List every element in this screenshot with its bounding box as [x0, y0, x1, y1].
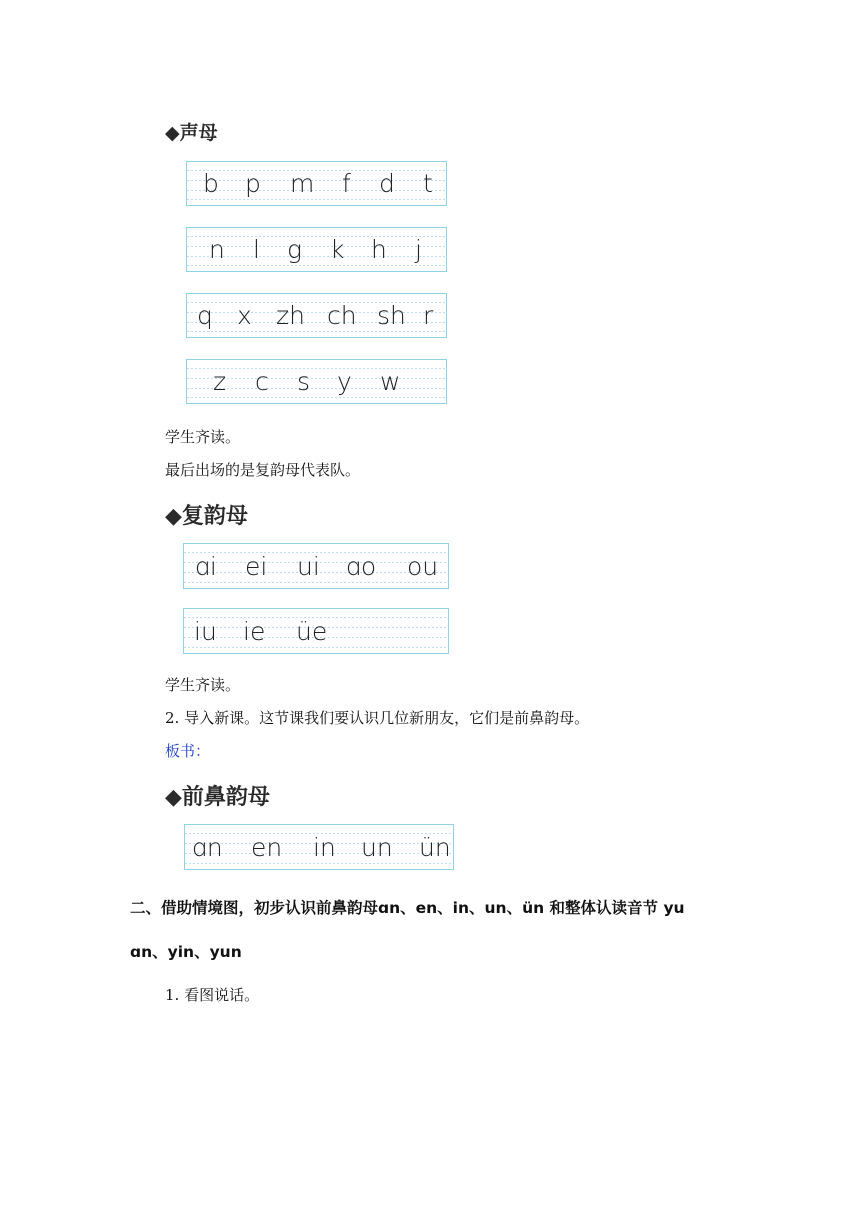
shengmu-row-3	[186, 293, 447, 338]
letter: l	[253, 235, 260, 264]
board-label: 板书：	[165, 742, 211, 760]
letter: ɑn	[191, 832, 223, 862]
letter: ün	[419, 832, 451, 862]
letter: x	[237, 301, 252, 330]
letter: b	[203, 169, 219, 198]
letter: ɑo	[345, 551, 377, 581]
shengmu-row-2	[186, 227, 447, 272]
letter: sh	[377, 301, 406, 330]
letter: s	[297, 367, 311, 396]
fuyunmu-heading: ◆复韵母	[165, 504, 248, 529]
letter: in	[313, 832, 336, 862]
letter: m	[290, 169, 315, 198]
shengmu-row-1	[186, 161, 447, 206]
letter: y	[337, 367, 352, 396]
letter: k	[330, 235, 345, 264]
letter: üe	[296, 616, 328, 646]
section-heading-line2: ɑn、yin、yun	[130, 943, 242, 961]
letter: ei	[245, 551, 268, 581]
letter: z	[213, 367, 227, 396]
letter: t	[423, 169, 433, 198]
letter: w	[380, 367, 401, 396]
letter: d	[379, 169, 395, 198]
paragraph: 最后出场的是复韵母代表队。	[165, 461, 361, 479]
fuyunmu-row-2	[183, 608, 449, 654]
letter: g	[287, 235, 303, 264]
letter: zh	[276, 301, 305, 330]
letter: f	[342, 169, 351, 198]
shengmu-heading: ◆声母	[165, 122, 218, 144]
letter: en	[251, 832, 283, 862]
letter: ou	[407, 551, 439, 581]
letter: n	[209, 235, 225, 264]
letter: h	[371, 235, 387, 264]
paragraph: 2. 导入新课。这节课我们要认识几位新朋友，它们是前鼻韵母。	[165, 709, 590, 727]
letter: ui	[297, 551, 320, 581]
letter: ie	[243, 616, 266, 646]
letter: j	[415, 235, 422, 264]
qianbi-row	[184, 824, 454, 870]
section-heading-line1: 二、借助情境图，初步认识前鼻韵母ɑn、en、in、un、ün 和整体认读音节 yu	[130, 899, 685, 917]
letter: c	[255, 367, 269, 396]
letter: ch	[327, 301, 357, 330]
paragraph: 学生齐读。	[165, 676, 241, 694]
letter: q	[197, 301, 213, 330]
letter: un	[361, 832, 393, 862]
letter: ɑi	[194, 551, 217, 581]
qianbi-heading: ◆前鼻韵母	[165, 785, 270, 810]
letter: iu	[194, 616, 217, 646]
paragraph: 学生齐读。	[165, 428, 241, 446]
letter: p	[245, 169, 261, 198]
paragraph: 1. 看图说话。	[165, 986, 260, 1004]
letter: r	[423, 301, 434, 330]
fuyunmu-row-1	[183, 543, 449, 589]
shengmu-row-4	[186, 359, 447, 404]
